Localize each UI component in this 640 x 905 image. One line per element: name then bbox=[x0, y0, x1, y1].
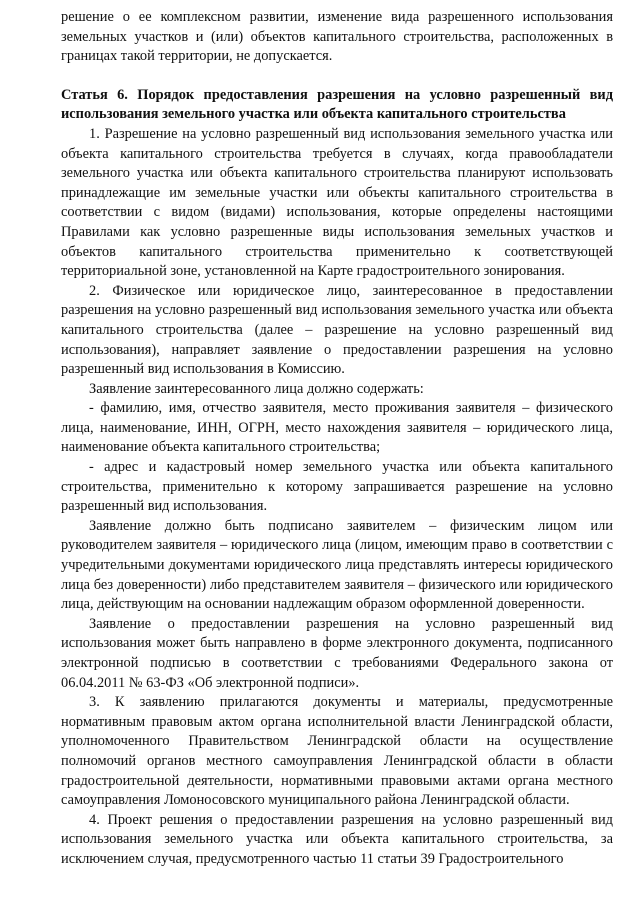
article-heading: Статья 6. Порядок предоставления разрешения на условно разрешенный вид использования земельного участка или объекта капитального строительства bbox=[61, 86, 613, 123]
paragraph-item-4: 4. Проект решения о предоставлении разрешения на условно разрешенный вид использования земельного участка или объекта капитального строительства, за исключением случая, предусмотренного частью 11 статьи 39 Градостроительного bbox=[61, 811, 613, 867]
paragraph-item-3: 3. К заявлению прилагаются документы и материалы, предусмотренные нормативным правовым актом органа исполнительной власти Ленинградской области, уполномоченного Правительством Ленинградской области на осуществление полномочий органов местного самоуправления Ленинградской области в области градостроительной деятельности, нормативными правовыми актами органа местного самоуправления Ломоносовского муниципального района Ленинградской области. bbox=[61, 694, 613, 809]
document-body bbox=[61, 8, 613, 870]
paragraph-item-1: 1. Разрешение на условно разрешенный вид использования земельного участка или объекта капитального строительства требуется в случаях, когда правообладатели земельного участка или объекта капитального строительства планируют использовать принадлежащие им земельные участки или объекты капитального строительства в соответствии с видом (видами) использования, которые определены настоящими Правилами как условно разрешенные виды использования земельных участков и объектов капитального строительства применительно к соответствующей территориальной зоне, установленной на Карте градостроительного зонирования. bbox=[61, 125, 613, 280]
list-item: - фамилию, имя, отчество заявителя, место проживания заявителя – физического лица, наименование, ИНН, ОГРН, место нахождения заявителя – юридического лица, наименование объекта капитального строительства; bbox=[61, 400, 613, 456]
list-item: - адрес и кадастровый номер земельного участка или объекта капитального строительства, применительно к которому запрашивается разрешение на условно разрешенный вид использования. bbox=[61, 459, 613, 515]
paragraph-signature-requirements: Заявление должно быть подписано заявителем – физическим лицом или руководителем заявителя – юридического лица (лицом, имеющим право в соответствии с учредительными документами юридического лица представлять интересы юридического лица без доверенности) либо представителем заявителя – физического или юридического лица, действующим на основании надлежащим образом оформленной доверенности. bbox=[61, 517, 613, 613]
paragraph-continuation: решение о ее комплексном развитии, изменение вида разрешенного использования земельных участков и (или) объектов капитального строительства, расположенных в границах такой территории, не допускается. bbox=[61, 9, 613, 65]
paragraph-electronic-submission: Заявление о предоставлении разрешения на условно разрешенный вид использования может быть направлено в форме электронного документа, подписанного электронной подписью в соответствии с требованиями Федерального закона от 06.04.2011 № 63-ФЗ «Об электронной подписи». bbox=[61, 615, 613, 691]
paragraph-item-2: 2. Физическое или юридическое лицо, заинтересованное в предоставлении разрешения на условно разрешенный вид использования земельного участка или объекта капитального строительства (далее – разрешение на условно разрешенный вид использования), направляет заявление о предоставлении разрешения на условно разрешенный вид использования в Комиссию. bbox=[61, 282, 613, 378]
paragraph-application-contents: Заявление заинтересованного лица должно содержать: bbox=[89, 380, 424, 397]
